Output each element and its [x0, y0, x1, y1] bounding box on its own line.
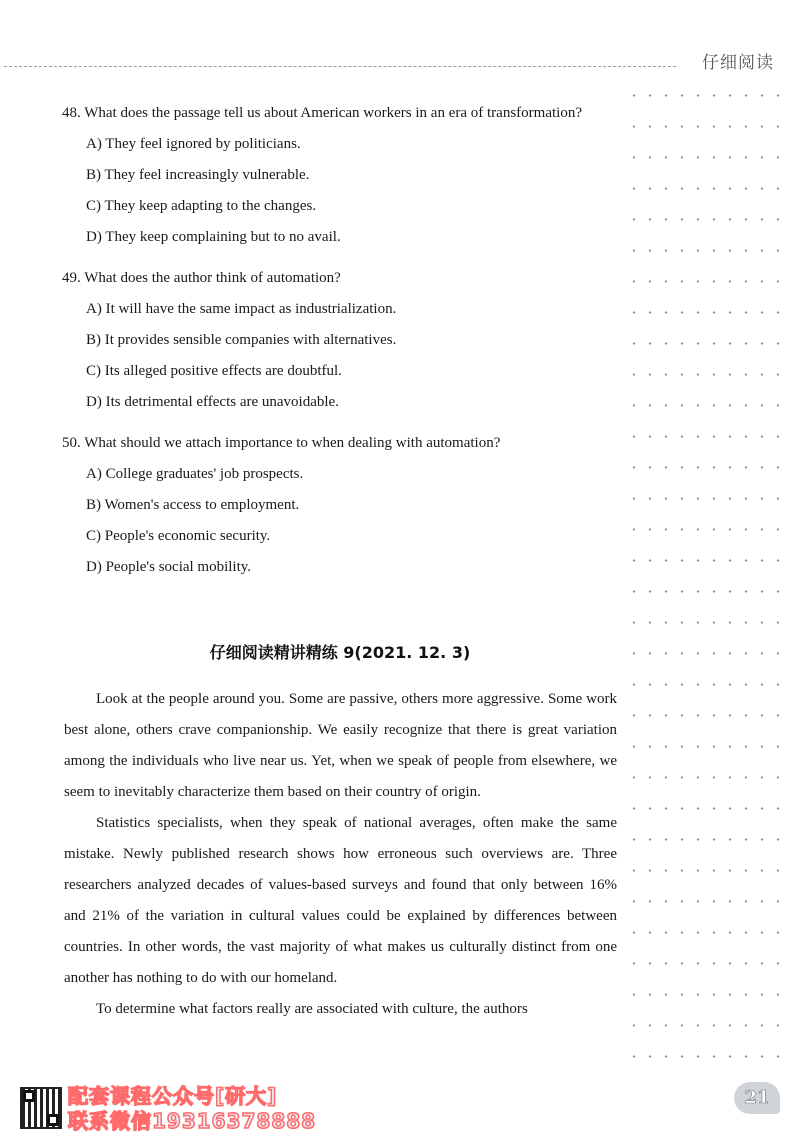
question-stem: 49. What does the author think of automation?: [62, 270, 341, 286]
watermark-line-1: 配套课程公众号[研大]: [68, 1084, 278, 1108]
option-a: A) College graduates' job prospects.: [86, 466, 304, 482]
option-d: D) They keep complaining but to no avail.: [86, 229, 341, 245]
exercise-heading: 仔细阅读精讲精练 9(2021. 12. 3): [209, 643, 471, 662]
question-stem: 50. What should we attach importance to when dealing with automation?: [62, 435, 501, 451]
question-list: [62, 103, 622, 598]
option-c: C) Its alleged positive effects are doubtful.: [86, 363, 342, 379]
header-divider: [4, 66, 676, 67]
option-a: A) They feel ignored by politicians.: [86, 136, 301, 152]
page-number: 21: [734, 1082, 780, 1114]
option-d: D) People's social mobility.: [86, 559, 252, 575]
contact-watermark: [68, 1084, 316, 1134]
qr-code-icon: [20, 1087, 62, 1129]
passage-paragraph-3: To determine what factors really are associated with culture, the authors: [96, 1001, 528, 1017]
section-header-title: 仔细阅读: [702, 53, 774, 73]
option-b: B) They feel increasingly vulnerable.: [86, 167, 310, 183]
reading-passage: [64, 684, 617, 1025]
watermark-line-2: 联系微信19316378888: [68, 1109, 317, 1133]
option-c: C) They keep adapting to the changes.: [86, 198, 317, 214]
question-49: [62, 268, 622, 412]
option-c: C) People's economic security.: [86, 528, 271, 544]
question-stem: 48. What does the passage tell us about American workers in an era of transformation?: [62, 105, 582, 121]
passage-paragraph-1: Look at the people around you. Some are passive, others more aggressive. Some work best alone, others crave companionship. We easily recognize that there is great variation among the individuals who live near us. Yet, when we speak of people from elsewhere, we seem to inevitably characterize them based on their country of origin.: [64, 691, 617, 800]
question-48: [62, 103, 622, 247]
dot-grid-margin: [626, 80, 790, 1080]
option-b: B) Women's access to employment.: [86, 497, 300, 513]
option-d: D) Its detrimental effects are unavoidable.: [86, 394, 339, 410]
option-a: A) It will have the same impact as industrialization.: [86, 301, 397, 317]
option-b: B) It provides sensible companies with alternatives.: [86, 332, 397, 348]
passage-paragraph-2: Statistics specialists, when they speak of national averages, often make the same mistake. Newly published research shows how erroneous such overviews are. Three researchers analyzed decades of values-based surveys and found that only between 16% and 21% of the variation in cultural values could be explained by differences between countries. In other words, the vast majority of what makes us culturally distinct from one another has nothing to do with our homeland.: [64, 815, 617, 986]
question-50: [62, 433, 622, 577]
